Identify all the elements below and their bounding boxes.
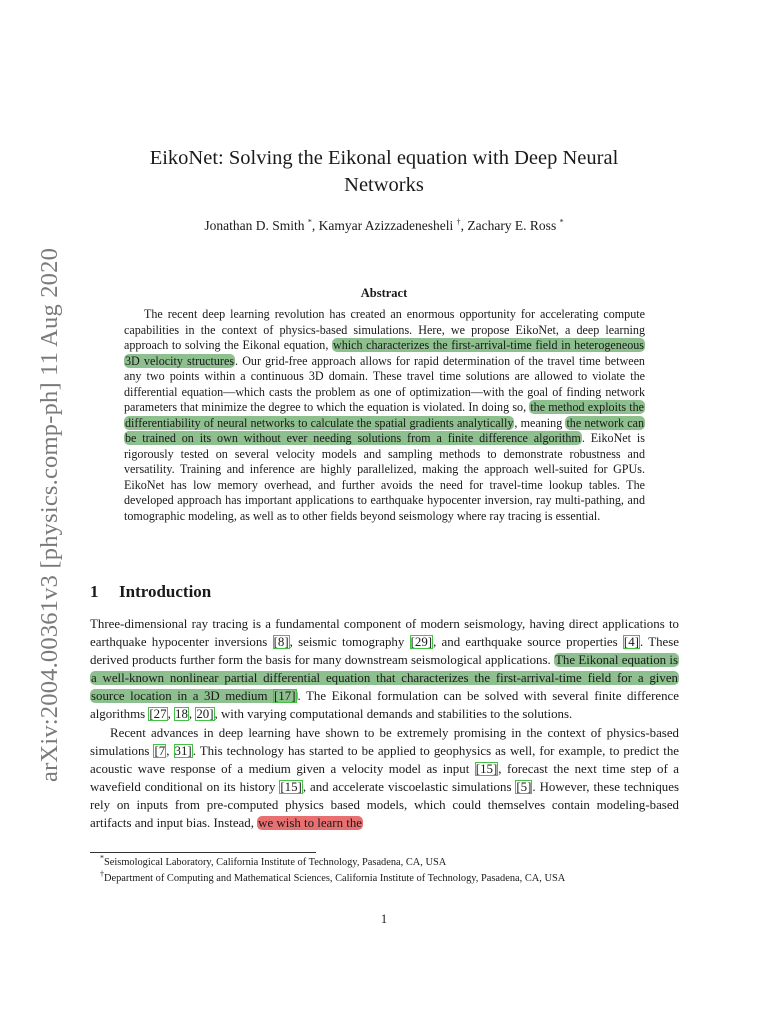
author-name: Kamyar Azizzadenesheli: [318, 218, 454, 233]
paper-title: [100, 145, 668, 199]
title-line-1: EikoNet: Solving the Eikonal equation with Deep Neural: [149, 147, 619, 169]
citation-link[interactable]: [5]: [516, 779, 532, 794]
abstract-paragraph: The recent deep learning revolution has created an enormous opportunity for accelerating compute capabilities in the context of physics-based simulations. Here, we propose EikoNet, a deep learning approach to solving the Eikonal equation, which characterizes the first-arrival-time field in heterogeneous 3D velocity structures. Our grid-free approach allows for rapid determination of the travel time between any two points within a continuous 3D domain. These travel time solutions are allowed to violate the differential equation—which casts the problem as one of optimization—with the goal of finding network parameters that minimize the degree to which the equation is violated. In doing so, the method exploits the differentiability of neural networks to calculate the spatial gradients analytically, meaning the network can be trained on its own without ever needing solutions from a finite difference algorithm. EikoNet is rigorously tested on several velocity models and sampling methods to demonstrate robustness and versatility. Training and inference are highly parallelized, making the approach well-suited for GPUs. EikoNet has low memory overhead, and further avoids the need for travel-time lookup tables. The developed approach has important applications to earthquake hypocenter inversion, ray multi-pathing, and tomographic modeling, as well as to other fields beyond seismology where ray tracing is essential.: [124, 307, 645, 523]
intro-paragraph-1: Three-dimensional ray tracing is a fundamental component of modern seismology, having direct applications to earthquake hypocenter inversions [8], seismic tomography [29], and earthquake source properties [4]. These derived products further form the basis for many downstream seismological applications. The Eikonal equation is a well-known nonlinear partial differential equation that characterizes the first-arrival-time field for a given source location in a 3D medium [17] . The Eikonal formulation can be solved with several finite difference algorithms [27, 18, 20], with varying computational demands and stabilities to the solutions.: [90, 617, 679, 722]
citation-link[interactable]: 18: [175, 707, 188, 722]
citation-link[interactable]: [8]: [273, 635, 289, 650]
footnote-mark: †: [100, 869, 104, 879]
citation-link[interactable]: [29]: [410, 635, 433, 650]
section-heading-introduction: [90, 582, 211, 602]
highlight-green[interactable]: The Eikonal equation is a well-known nonlinear partial differential equation that characterizes the first-arrival-time field for a given source location in a 3D medium [17]: [91, 653, 678, 704]
author-name: Zachary E. Ross: [467, 218, 557, 233]
footnote-2: †Department of Computing and Mathematical Sciences, California Institute of Technology, Pasadena, CA, USA: [100, 869, 566, 884]
highlight-green[interactable]: the network can be trained on its own without ever needing solutions from a finite difference algorithm: [125, 415, 644, 445]
author-list: Jonathan D. Smith *, Kamyar Azizzadenesheli †, Zachary E. Ross *: [204, 217, 564, 233]
citation-link[interactable]: [15]: [475, 761, 498, 776]
highlight-red[interactable]: we wish to learn the: [258, 816, 362, 831]
intro-paragraph-2: Recent advances in deep learning have shown to be extremely promising in the context of physics-based simulations [7, 31]. This technology has started to be applied to geophysics as well, for example, to predict the acoustic wave response of a medium given a velocity model as input [15], forecast the next time step of a wavefield conditional on its history [15], and accelerate viscoelastic simulations [5]. However, these techniques rely on inputs from pre-computed physics based models, which could themselves contain modeling-based artifacts and input bias. Instead, we wish to learn the: [90, 725, 680, 831]
page-number: 1: [380, 912, 388, 926]
affiliation-mark[interactable]: *: [559, 217, 564, 227]
highlight-green[interactable]: which characterizes the first-arrival-time field in heterogeneous 3D velocity structures: [125, 338, 644, 368]
footnote-mark: *: [100, 853, 104, 863]
abstract-text: [124, 307, 645, 524]
footnote-1: *Seismological Laboratory, California Institute of Technology, Pasadena, CA, USA: [100, 853, 447, 868]
citation-link[interactable]: [4]: [623, 635, 639, 650]
section-title: Introduction: [119, 582, 212, 601]
affiliation-mark[interactable]: †: [456, 217, 461, 227]
citation-link[interactable]: [7: [154, 743, 166, 758]
citation-link[interactable]: [17]: [274, 689, 296, 704]
author-name: Jonathan D. Smith: [204, 218, 305, 233]
citation-link[interactable]: 20]: [196, 707, 214, 722]
introduction-text: [90, 615, 679, 832]
citation-link[interactable]: [27: [149, 707, 167, 722]
footnotes: [100, 855, 680, 887]
highlight-green[interactable]: the method exploits the differentiability of neural networks to calculate the spatial gradients analytically: [125, 400, 644, 430]
affiliation-mark[interactable]: *: [307, 217, 312, 227]
abstract-heading: Abstract: [360, 286, 408, 300]
citation-link[interactable]: 31]: [174, 743, 192, 758]
title-line-2: Networks: [344, 174, 424, 196]
section-number: 1: [90, 582, 99, 601]
arxiv-identifier-stamp: arXiv:2004.00361v3 [physics.comp-ph] 11 Aug 2020: [36, 247, 63, 782]
citation-link[interactable]: [15]: [280, 779, 302, 794]
footnote-divider: [90, 852, 316, 853]
